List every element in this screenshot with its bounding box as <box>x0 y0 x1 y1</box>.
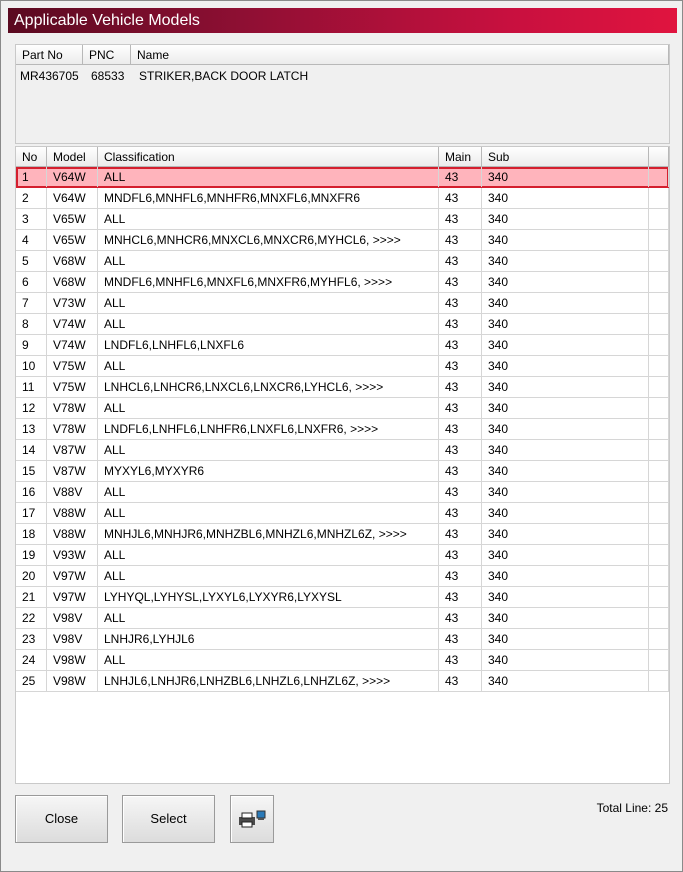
table-row[interactable] <box>16 419 669 440</box>
cell-no: 21 <box>16 587 47 607</box>
cell-spacer <box>649 272 669 292</box>
vehicle-models-grid <box>15 146 670 784</box>
cell-model: V65W <box>47 209 98 229</box>
cell-main: 43 <box>439 398 482 418</box>
cell-model: V74W <box>47 314 98 334</box>
cell-spacer <box>649 419 669 439</box>
cell-no: 4 <box>16 230 47 250</box>
pnc-value: 68533 <box>91 69 125 83</box>
cell-classification: MYXYL6,MYXYR6 <box>98 461 439 481</box>
cell-main: 43 <box>439 377 482 397</box>
column-header-model[interactable]: Model <box>47 147 98 167</box>
cell-main: 43 <box>439 335 482 355</box>
column-header-spacer <box>649 147 669 167</box>
cell-spacer <box>649 629 669 649</box>
cell-no: 10 <box>16 356 47 376</box>
cell-main: 43 <box>439 566 482 586</box>
cell-sub: 340 <box>482 419 649 439</box>
cell-classification: ALL <box>98 440 439 460</box>
table-row[interactable] <box>16 482 669 503</box>
cell-model: V98V <box>47 629 98 649</box>
cell-sub: 340 <box>482 230 649 250</box>
cell-sub: 340 <box>482 629 649 649</box>
table-row[interactable] <box>16 167 669 188</box>
pnc-header: PNC <box>83 45 131 65</box>
cell-main: 43 <box>439 503 482 523</box>
cell-sub: 340 <box>482 188 649 208</box>
select-button[interactable]: Select <box>122 795 215 843</box>
cell-sub: 340 <box>482 356 649 376</box>
cell-model: V97W <box>47 566 98 586</box>
cell-spacer <box>649 251 669 271</box>
cell-classification: ALL <box>98 503 439 523</box>
cell-sub: 340 <box>482 671 649 691</box>
cell-sub: 340 <box>482 650 649 670</box>
cell-main: 43 <box>439 251 482 271</box>
cell-spacer <box>649 335 669 355</box>
cell-spacer <box>649 503 669 523</box>
cell-main: 43 <box>439 419 482 439</box>
table-row[interactable] <box>16 377 669 398</box>
cell-no: 6 <box>16 272 47 292</box>
cell-main: 43 <box>439 209 482 229</box>
cell-main: 43 <box>439 545 482 565</box>
table-row[interactable] <box>16 440 669 461</box>
cell-classification: ALL <box>98 209 439 229</box>
cell-classification: LNHCL6,LNHCR6,LNXCL6,LNXCR6,LYHCL6, >>>> <box>98 377 439 397</box>
grid-header <box>16 147 669 167</box>
cell-no: 16 <box>16 482 47 502</box>
close-button[interactable]: Close <box>15 795 108 843</box>
cell-spacer <box>649 377 669 397</box>
cell-model: V68W <box>47 251 98 271</box>
cell-spacer <box>649 356 669 376</box>
name-header: Name <box>131 45 669 65</box>
table-row[interactable] <box>16 398 669 419</box>
cell-spacer <box>649 608 669 628</box>
cell-spacer <box>649 209 669 229</box>
column-header-classification[interactable]: Classification <box>98 147 439 167</box>
cell-classification: LYHYQL,LYHYSL,LYXYL6,LYXYR6,LYXYSL <box>98 587 439 607</box>
cell-classification: ALL <box>98 650 439 670</box>
cell-classification: LNDFL6,LNHFL6,LNXFL6 <box>98 335 439 355</box>
cell-classification: ALL <box>98 251 439 271</box>
total-line-count: Total Line: 25 <box>596 801 668 815</box>
cell-no: 8 <box>16 314 47 334</box>
name-value: STRIKER,BACK DOOR LATCH <box>139 69 309 83</box>
cell-no: 5 <box>16 251 47 271</box>
cell-main: 43 <box>439 188 482 208</box>
cell-main: 43 <box>439 272 482 292</box>
cell-sub: 340 <box>482 314 649 334</box>
cell-classification: LNHJR6,LYHJL6 <box>98 629 439 649</box>
table-row[interactable] <box>16 671 669 692</box>
cell-model: V88V <box>47 482 98 502</box>
cell-main: 43 <box>439 461 482 481</box>
cell-sub: 340 <box>482 209 649 229</box>
cell-model: V64W <box>47 188 98 208</box>
cell-model: V75W <box>47 377 98 397</box>
cell-model: V74W <box>47 335 98 355</box>
table-row[interactable] <box>16 524 669 545</box>
cell-main: 43 <box>439 293 482 313</box>
cell-model: V97W <box>47 587 98 607</box>
cell-main: 43 <box>439 587 482 607</box>
cell-no: 14 <box>16 440 47 460</box>
cell-main: 43 <box>439 356 482 376</box>
cell-main: 43 <box>439 671 482 691</box>
cell-model: V87W <box>47 461 98 481</box>
cell-classification: ALL <box>98 566 439 586</box>
cell-sub: 340 <box>482 545 649 565</box>
cell-sub: 340 <box>482 566 649 586</box>
cell-model: V73W <box>47 293 98 313</box>
cell-spacer <box>649 671 669 691</box>
part-info-panel <box>15 44 670 144</box>
cell-spacer <box>649 587 669 607</box>
cell-classification: MNDFL6,MNHFL6,MNXFL6,MNXFR6,MYHFL6, >>>> <box>98 272 439 292</box>
cell-main: 43 <box>439 230 482 250</box>
cell-spacer <box>649 398 669 418</box>
cell-classification: MNHCL6,MNHCR6,MNXCL6,MNXCR6,MYHCL6, >>>> <box>98 230 439 250</box>
cell-spacer <box>649 188 669 208</box>
cell-classification: ALL <box>98 398 439 418</box>
cell-sub: 340 <box>482 461 649 481</box>
table-row[interactable] <box>16 314 669 335</box>
cell-spacer <box>649 482 669 502</box>
cell-spacer <box>649 545 669 565</box>
part-no-header: Part No <box>16 45 83 65</box>
window-title: Applicable Vehicle Models <box>8 8 677 33</box>
cell-spacer <box>649 230 669 250</box>
table-row[interactable] <box>16 650 669 671</box>
part-no-value: MR436705 <box>20 69 79 83</box>
cell-sub: 340 <box>482 482 649 502</box>
table-row[interactable] <box>16 293 669 314</box>
cell-main: 43 <box>439 629 482 649</box>
cell-model: V93W <box>47 545 98 565</box>
cell-no: 11 <box>16 377 47 397</box>
print-button[interactable] <box>230 795 274 843</box>
cell-no: 1 <box>16 167 47 187</box>
cell-classification: LNDFL6,LNHFL6,LNHFR6,LNXFL6,LNXFR6, >>>> <box>98 419 439 439</box>
cell-sub: 340 <box>482 398 649 418</box>
cell-no: 3 <box>16 209 47 229</box>
cell-model: V98W <box>47 650 98 670</box>
cell-model: V98V <box>47 608 98 628</box>
cell-sub: 340 <box>482 293 649 313</box>
table-row[interactable] <box>16 629 669 650</box>
cell-sub: 340 <box>482 251 649 271</box>
cell-no: 23 <box>16 629 47 649</box>
cell-spacer <box>649 293 669 313</box>
cell-sub: 340 <box>482 272 649 292</box>
table-row[interactable] <box>16 230 669 251</box>
cell-main: 43 <box>439 314 482 334</box>
cell-model: V68W <box>47 272 98 292</box>
table-row[interactable] <box>16 272 669 293</box>
table-row[interactable] <box>16 188 669 209</box>
table-row[interactable] <box>16 461 669 482</box>
cell-classification: ALL <box>98 608 439 628</box>
cell-classification: MNDFL6,MNHFL6,MNHFR6,MNXFL6,MNXFR6 <box>98 188 439 208</box>
table-row[interactable] <box>16 545 669 566</box>
cell-classification: ALL <box>98 356 439 376</box>
table-row[interactable] <box>16 587 669 608</box>
cell-main: 43 <box>439 440 482 460</box>
cell-model: V64W <box>47 167 98 187</box>
cell-spacer <box>649 650 669 670</box>
cell-no: 12 <box>16 398 47 418</box>
cell-spacer <box>649 314 669 334</box>
cell-sub: 340 <box>482 503 649 523</box>
cell-no: 15 <box>16 461 47 481</box>
cell-classification: ALL <box>98 482 439 502</box>
cell-model: V78W <box>47 398 98 418</box>
cell-classification: ALL <box>98 314 439 334</box>
table-row[interactable] <box>16 251 669 272</box>
table-row[interactable] <box>16 209 669 230</box>
cell-no: 18 <box>16 524 47 544</box>
cell-no: 17 <box>16 503 47 523</box>
cell-model: V75W <box>47 356 98 376</box>
column-header-sub[interactable]: Sub <box>482 147 649 167</box>
cell-model: V88W <box>47 524 98 544</box>
cell-no: 13 <box>16 419 47 439</box>
cell-model: V98W <box>47 671 98 691</box>
cell-classification: LNHJL6,LNHJR6,LNHZBL6,LNHZL6,LNHZL6Z, >>>> <box>98 671 439 691</box>
cell-sub: 340 <box>482 377 649 397</box>
cell-no: 25 <box>16 671 47 691</box>
cell-no: 22 <box>16 608 47 628</box>
cell-spacer <box>649 167 669 187</box>
cell-classification: ALL <box>98 545 439 565</box>
table-row[interactable] <box>16 608 669 629</box>
cell-classification: ALL <box>98 167 439 187</box>
cell-sub: 340 <box>482 608 649 628</box>
cell-main: 43 <box>439 482 482 502</box>
cell-model: V78W <box>47 419 98 439</box>
cell-main: 43 <box>439 524 482 544</box>
cell-no: 9 <box>16 335 47 355</box>
cell-main: 43 <box>439 167 482 187</box>
cell-sub: 340 <box>482 524 649 544</box>
cell-spacer <box>649 440 669 460</box>
cell-model: V88W <box>47 503 98 523</box>
column-header-main[interactable]: Main <box>439 147 482 167</box>
cell-main: 43 <box>439 608 482 628</box>
cell-classification: MNHJL6,MNHJR6,MNHZBL6,MNHZL6,MNHZL6Z, >>>> <box>98 524 439 544</box>
column-header-no[interactable]: No <box>16 147 47 167</box>
cell-sub: 340 <box>482 587 649 607</box>
cell-spacer <box>649 566 669 586</box>
table-row[interactable] <box>16 356 669 377</box>
table-row[interactable] <box>16 566 669 587</box>
cell-spacer <box>649 461 669 481</box>
cell-model: V87W <box>47 440 98 460</box>
cell-sub: 340 <box>482 167 649 187</box>
cell-classification: ALL <box>98 293 439 313</box>
cell-no: 2 <box>16 188 47 208</box>
cell-model: V65W <box>47 230 98 250</box>
cell-no: 20 <box>16 566 47 586</box>
cell-main: 43 <box>439 650 482 670</box>
cell-sub: 340 <box>482 335 649 355</box>
printer-icon <box>237 810 267 828</box>
table-row[interactable] <box>16 503 669 524</box>
table-row[interactable] <box>16 335 669 356</box>
cell-no: 24 <box>16 650 47 670</box>
cell-sub: 340 <box>482 440 649 460</box>
cell-no: 19 <box>16 545 47 565</box>
cell-no: 7 <box>16 293 47 313</box>
cell-spacer <box>649 524 669 544</box>
